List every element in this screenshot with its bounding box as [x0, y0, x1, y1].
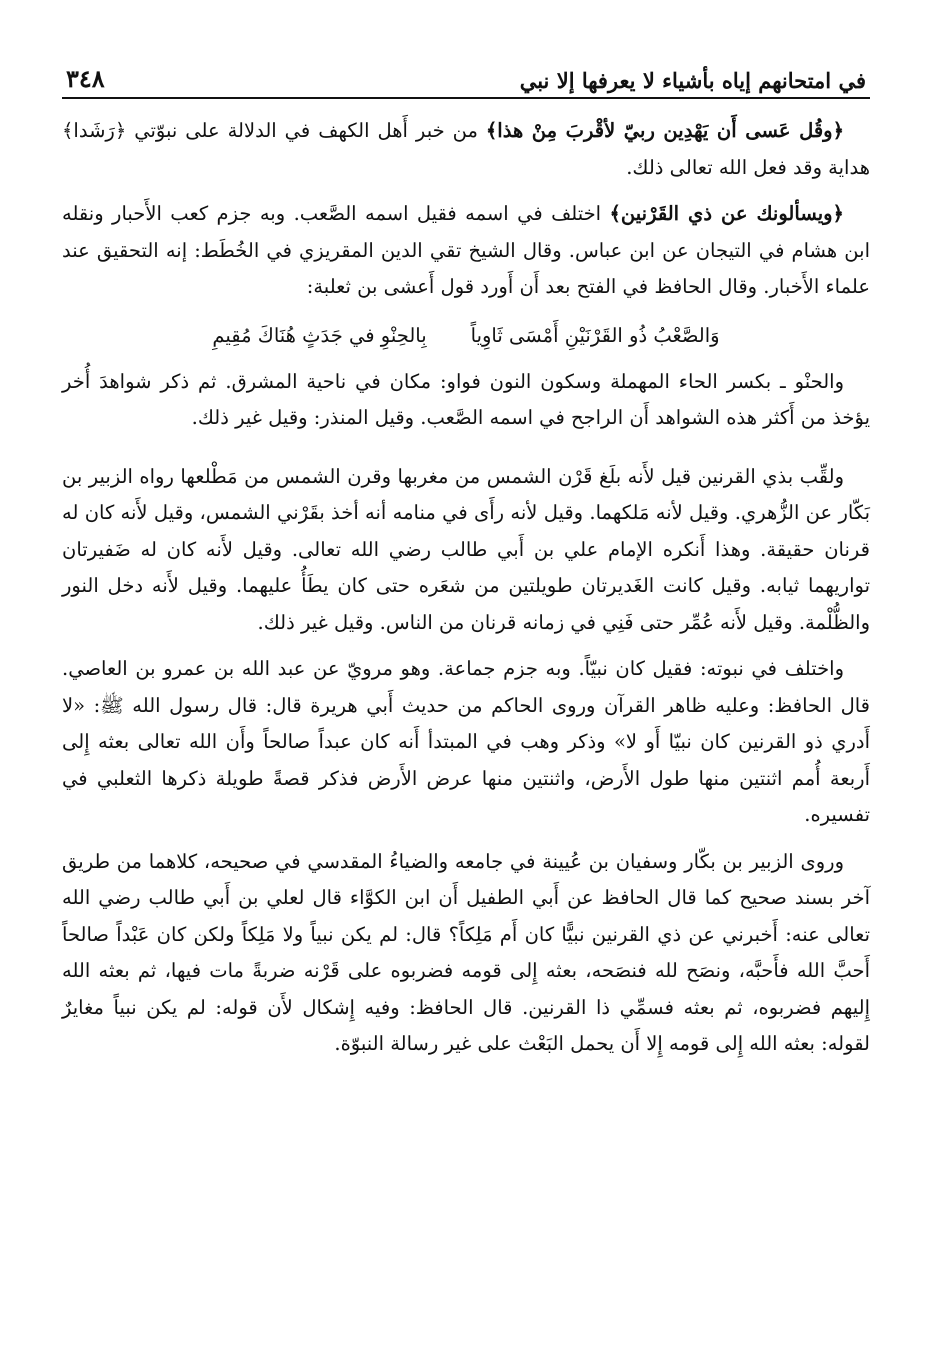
paragraph-2 — [62, 196, 870, 306]
paragraph-6: وروى الزبير بن بكّار وسفيان بن عُيينة في جامعه والضياءُ المقدسي في صحيحه، كلاهما من طريق آخر بسند صحيح كما قال الحافظ عن أَبي الطفيل أَن ابن الكوَّاء قال لعلي بن أَبي طالب رضي الله تعالى عنه: أَخبرني عن ذي القرنين نبيًّا كان أَم مَلِكاً؟ قال: لم يكن نبياً ولا مَلِكاً ولكن كان عَبْداً صالحاً أَحبَّ الله فأَحبَّه، ونصَح لله فنصَحه، بعثه إِلى قومه فضربوه على قَرْنه ضربةً مات فيها، ثم بعثه الله إِليهم فضربوه، ثم بعثه فسمِّي ذا القرنين. قال الحافظ: وفيه إِشكال لأَن قوله: لم يكن نبياً مغايرٌ لقوله: بعثه الله إِلى قومه إِلا أَن يحمل البَعْث على غير رسالة النبوّة. — [62, 849, 870, 1055]
quran-quote-1: ﴿وقُل عَسى أَن يَهْدِين ربيّ لأقْربَ مِنْ هذا﴾ — [485, 119, 844, 142]
book-page — [62, 55, 870, 1073]
page-number: ٣٤٨ — [66, 64, 105, 93]
page-body — [62, 113, 870, 1063]
paragraph-1-text: من خبر أَهل الكهف في الدلالة على نبوّتي ﴿رَشَدا﴾ هداية وقد فعل الله تعالى ذلك. — [62, 119, 870, 179]
verse-second-hemistich: بِالحِنْوِ في جَدَثٍ هُنَاكَ مُقِيمِ — [212, 323, 427, 347]
poetry-verse — [62, 316, 870, 356]
paragraph-3: والحنْو ـ بكسر الحاء المهملة وسكون النون فواو: مكان في ناحية المشرق. ثم ذكر شواهدَ أُخر يؤخذ من أَكثر هذه الشواهد أَن الراجح في اسمه الصَّعب. وقيل المنذر: وقيل غير ذلك. — [62, 369, 870, 429]
quran-quote-2: ﴿ويسألونك عن ذي القَرْنين﴾ — [609, 202, 844, 225]
paragraph-5: واختلف في نبوته: فقيل كان نبيّاً. وبه جزم جماعة. وهو مرويّ عن عبد الله بن عمرو بن العاصي. قال الحافظ: وعليه ظاهر القرآن وروى الحاكم من حديث أَبي هريرة قال: قال رسول الله ﷺ: «لا أَدري ذو القرنين كان نبيّا أَو لا» وذكر وهب في المبتدأ أَنه كان عبداً صالحاً وأَن الله تعالى بعثه إِلى أَربعة أُمم اثنتين منها طول الأَرض، واثنتين منها عرض الأَرض فذكر قصةً طويلة ذكرها الثعلبي في تفسيره. — [62, 657, 870, 826]
paragraph-1 — [62, 113, 870, 186]
page-header — [62, 55, 870, 99]
verse-first-hemistich: وَالصَّعْبُ ذُو القَرْنَيْنِ أَمْسَى ثَاوِياً — [470, 323, 720, 347]
paragraph-2-text: اختلف في اسمه فقيل اسمه الصَّعب. وبه جزم كعب الأَحبار ونقله ابن هشام في التيجان عن ابن عباس. وقال الشيخ تقي الدين المقريزي في الخُطَط: إنه التحقيق عند علماء الأَخبار. وقال الحافظ في الفتح بعد أَن أَورد قول أَعشى بن ثعلبة: — [62, 202, 870, 298]
running-title: في امتحانهم إياه بأشياء لا يعرفها إلا نبي — [519, 68, 866, 93]
paragraph-4: ولقِّب بذي القرنين قيل لأَنه بلَغ قَرْن الشمس من مغربها وقرن الشمس من مَطْلعها رواه الزبير بن بَكّار عن الزُّهري. وقيل لأنه مَلكهما. وقيل لأنه رأَى في منامه أنه أخذ بقَرْني الشمس، وقيل لأَنه كان له قرنان حقيقة. وهذا أَنكره الإمام علي بن أَبي طالب رضي الله تعالى. وقيل لأَنه كان له ضَفيرتان تواريهما ثيابه. وقيل كانت الغَديرتان طويلتين من شعَره حتى كان يطَأُ عليهما. وقيل لأَنه دخل النور والظُّلْمة. وقيل لأَنه عُمِّر حتى فَنِي في زمانه قرنان من الناس. وقيل غير ذلك. — [62, 464, 870, 634]
